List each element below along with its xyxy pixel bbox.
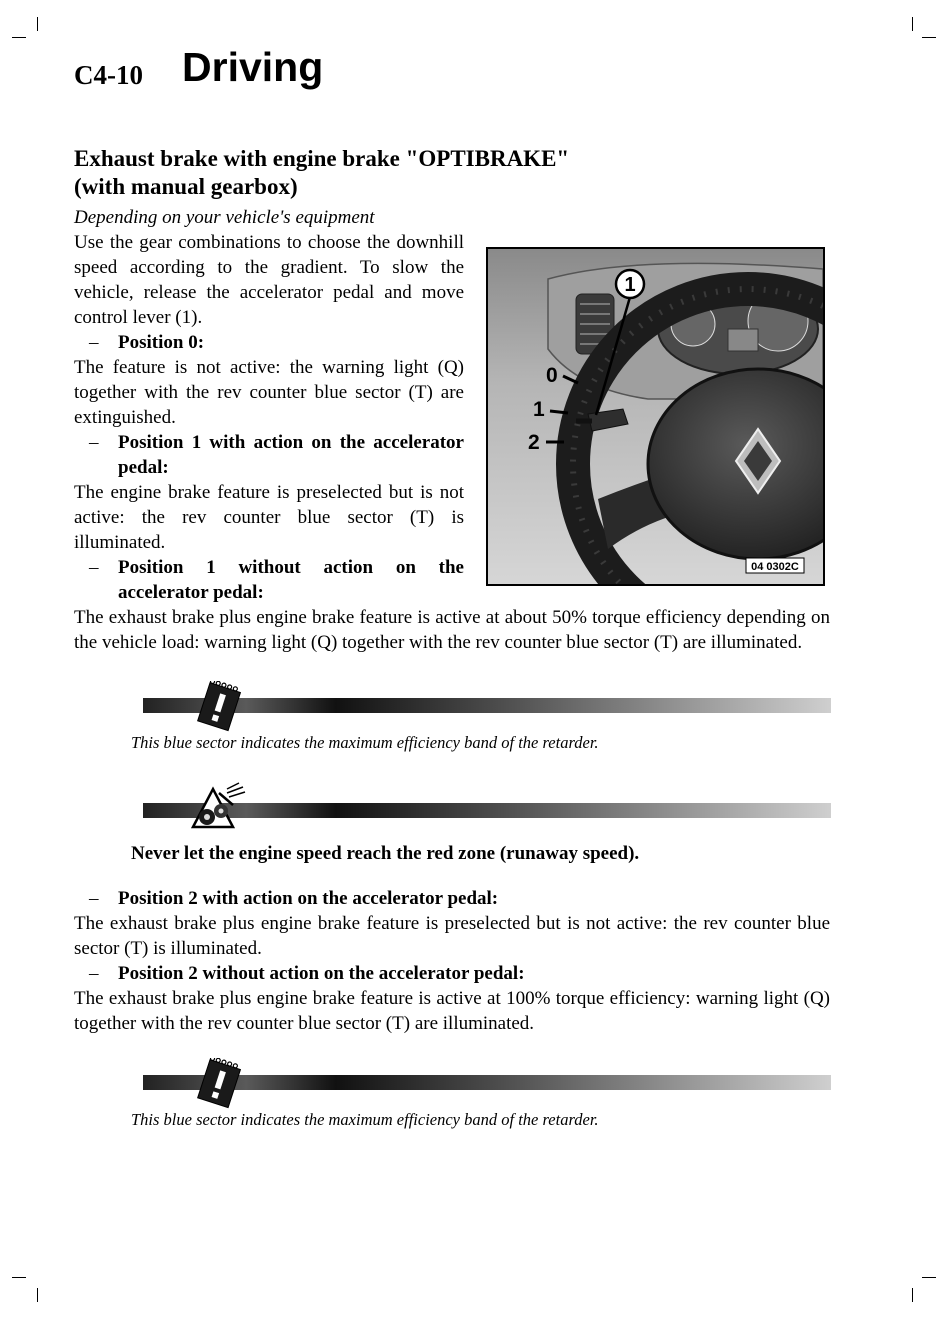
lever-position-2: 2 (528, 431, 540, 454)
position-2-without-accel-text: The exhaust brake plus engine brake feature is active at 100% torque efficiency: warning light (Q) together with the rev counter blue sector (T) are illuminated. (74, 988, 830, 1034)
position-2-with-accel-label: – Position 2 with action on the accelerator pedal: (89, 888, 499, 909)
crop-mark (922, 1277, 936, 1278)
position-0-label: – Position 0: (89, 332, 205, 353)
note-notepad-icon (189, 1058, 251, 1110)
note-text-2: This blue sector indicates the maximum efficiency band of the retarder. (131, 1110, 599, 1129)
position-2-without-accel-label: – Position 2 without action on the accelerator pedal: (89, 963, 525, 984)
crop-mark (912, 1288, 913, 1302)
figure-reference: 04 0302C (751, 561, 799, 573)
lever-position-0: 0 (546, 364, 558, 387)
crop-mark (12, 1277, 26, 1278)
lever-position-1: 1 (533, 398, 545, 421)
position-1-with-accel-text: The engine brake feature is preselected but is not active: the rev counter blue sector (T) is illuminated. (74, 482, 464, 553)
crop-mark (922, 37, 936, 38)
note-notepad-icon (189, 681, 251, 733)
section-title-line-2: (with manual gearbox) (74, 174, 298, 199)
section-title-line-1: Exhaust brake with engine brake "OPTIBRAKE" (74, 146, 570, 171)
main-content (74, 145, 830, 1132)
position-1-without-accel-text: The exhaust brake plus engine brake feature is active at about 50% torque efficiency depending on the vehicle load: warning light (Q) together with the rev counter blue sector (T) are illuminated. (74, 607, 830, 653)
chapter-title: Driving (182, 44, 324, 90)
warning-text: Never let the engine speed reach the red zone (runaway speed). (131, 843, 640, 864)
warning-box (131, 779, 831, 866)
position-1-without-accel-label: – Position 1 without action on the accelerator pedal: (89, 557, 464, 603)
equipment-note: Depending on your vehicle's equipment (74, 207, 375, 228)
warning-gears-icon (189, 779, 251, 831)
position-0-text: The feature is not active: the warning light (Q) together with the rev counter blue sector (T) are extinguished. (74, 357, 464, 428)
note-box-2 (131, 1058, 831, 1132)
position-1-with-accel-label: – Position 1 with action on the accelerator pedal: (89, 432, 464, 478)
position-2-with-accel-text: The exhaust brake plus engine brake feature is preselected but is not active: the rev counter blue sector (T) is illuminated. (74, 913, 830, 959)
section-title (74, 145, 830, 201)
intro-paragraph: Use the gear combinations to choose the downhill speed according to the gradient. To slow the vehicle, release the accelerator pedal and move control lever (1). (74, 232, 464, 328)
crop-mark (37, 1288, 38, 1302)
crop-mark (912, 17, 913, 31)
callout-number: 1 (624, 274, 636, 296)
note-box (131, 681, 831, 755)
crop-mark (12, 37, 26, 38)
crop-mark (37, 17, 38, 31)
note-text-1: This blue sector indicates the maximum efficiency band of the retarder. (131, 733, 599, 752)
section-code: C4-10 (74, 60, 143, 90)
